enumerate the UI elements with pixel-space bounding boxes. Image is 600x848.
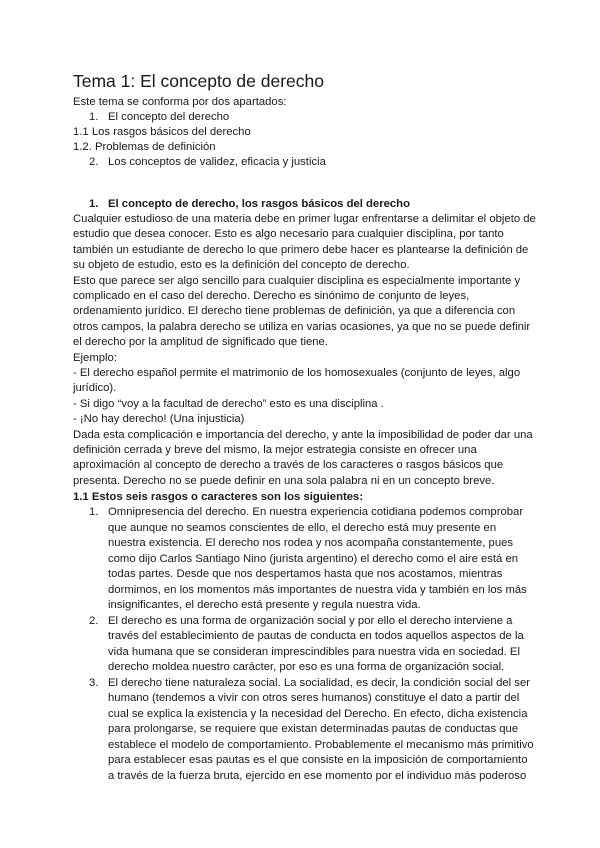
- list-item-line: El derecho es una forma de organización social y por ello el derecho interviene a: [108, 614, 513, 627]
- list-item-line: para prolongarse, se requiere que existan determinadas pautas de conductas que: [108, 723, 519, 735]
- list-item-line: humano (tendemos a vivir con otros seres humanos) constituye el dato a partir del: [108, 692, 520, 704]
- list-item-line: El derecho tiene naturaleza social. La socialidad, es decir, la condición social del ser: [108, 676, 530, 689]
- list-item-line: vida humana que se consideran imprescindibles para nuestra vida en sociedad. El: [108, 645, 520, 658]
- toc-item: Los conceptos de validez, eficacia y justicia: [108, 156, 326, 168]
- section-heading: 1.1 Estos seis rasgos o caracteres son los siguientes:: [73, 491, 364, 503]
- paragraph-line: Cualquier estudioso de una materia debe en primer lugar enfrentarse a delimitar el objeto de: [73, 213, 536, 225]
- page-title: Tema 1: El concepto de derecho: [73, 71, 324, 91]
- paragraph-line: ordenamiento jurídico. El derecho tiene problemas de definición, ya que a diferencia con: [73, 305, 516, 318]
- list-item-line: a través de la fuerza bruta, ejercido en ese momento por el individuo más poderoso: [108, 769, 527, 782]
- paragraph-line: - El derecho español permite el matrimonio de los homosexuales (conjunto de leyes, algo: [73, 367, 521, 379]
- toc-number: 2.: [89, 156, 99, 168]
- toc-number: 1.: [89, 111, 99, 123]
- paragraph-line: Esto que parece ser algo sencillo para cualquier disciplina es especialmente importante y: [73, 274, 521, 287]
- list-item-line: todas partes. Desde que nos despertamos hasta que nos acostamos, mientras: [108, 568, 503, 580]
- list-item-line: para establecer esas pautas es el que consiste en la imposición de comportamiento: [108, 754, 528, 766]
- paragraph-line: Ejemplo:: [73, 351, 117, 364]
- paragraph-line: su objeto de estudio, esto es la definición del concepto de derecho.: [73, 259, 410, 272]
- paragraph-line: estudio que desea conocer. Esto es algo necesario para cualquier disciplina, por tanto: [73, 228, 504, 241]
- list-item-line: nuestra existencia. El derecho nos rodea y nos acompaña constantemente, pues: [108, 537, 514, 549]
- list-item-line: dormimos, en los momentos más importantes de nuestra vida y también en los más: [108, 583, 527, 596]
- section-heading: El concepto de derecho, los rasgos básicos del derecho: [108, 198, 410, 210]
- list-item-line: insignificantes, el derecho está presente y regula nuestra vida.: [108, 599, 421, 611]
- paragraph-line: otros campos, la palabra derecho se utiliza en varias ocasiones, ya que no se puede definir: [73, 320, 531, 333]
- paragraph-line: jurídico).: [73, 382, 117, 395]
- list-item-line: que aunque no seamos conscientes de ello, el derecho está muy presente en: [108, 521, 497, 534]
- paragraph-line: - Si digo “voy a la facultad de derecho” esto es una disciplina .: [73, 397, 384, 410]
- intro-text: Este tema se conforma por dos apartados:: [73, 96, 287, 108]
- paragraph-line: presenta. Derecho no se puede definir en una sola palabra ni en un concepto breve.: [73, 474, 495, 487]
- list-number: 2.: [89, 614, 99, 627]
- list-item-line: través del establecimiento de pautas de conducta en todos aquellos aspectos de la: [108, 630, 524, 642]
- toc-item: 1.1 Los rasgos básicos del derecho: [73, 126, 251, 138]
- paragraph-line: aproximación al concepto de derecho a través de los caracteres o rasgos básicos que: [73, 459, 504, 472]
- paragraph-line: definición cerrada y breve del mismo, la mejor estrategia consiste en ofrecer una: [73, 444, 477, 456]
- toc-item: 1.2. Problemas de definición: [73, 141, 216, 153]
- toc-item: El concepto del derecho: [108, 111, 230, 123]
- list-item-line: Omnipresencia del derecho. En nuestra experiencia cotidiana podemos comprobar: [108, 506, 524, 518]
- paragraph-line: Dada esta complicación e importancia del derecho, y ante la imposibilidad de poder dar una: [73, 428, 533, 441]
- paragraph-line: también un estudiante de derecho lo que primero debe hacer es plantearse la definición de: [73, 243, 529, 256]
- list-item-line: cual se explica la existencia y la necesidad del Derecho. En efecto, dicha existencia: [108, 707, 528, 720]
- list-number: 1.: [89, 506, 99, 518]
- paragraph-line: - ¡No hay derecho! (Una injusticia): [73, 413, 245, 426]
- list-item-line: como dijo Carlos Santiago Nino (jurista argentino) el derecho como el aire está en: [108, 552, 519, 565]
- list-item-line: derecho moldea nuestro carácter, por eso es una forma de organización social.: [108, 661, 505, 673]
- list-item-line: establece el modelo de comportamiento. Probablemente el mecanismo más primitivo: [108, 738, 534, 751]
- paragraph-line: complicado en el caso del derecho. Derecho es sinónimo de conjunto de leyes,: [73, 290, 470, 302]
- paragraph-line: el derecho por la amplitud de significado que tiene.: [73, 336, 328, 349]
- list-number: 3.: [89, 676, 99, 689]
- section-number: 1.: [89, 198, 99, 210]
